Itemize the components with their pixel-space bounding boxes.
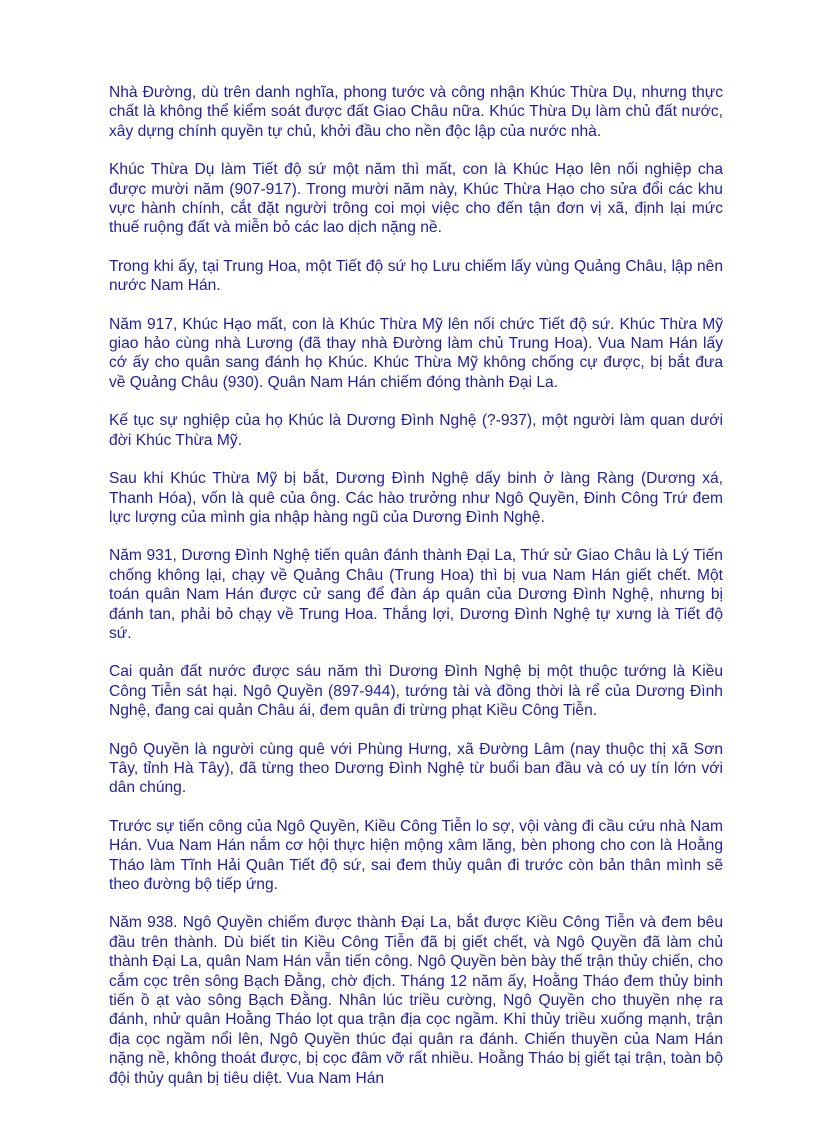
paragraph-8: Cai quản đất nước được sáu năm thì Dương Đình Nghệ bị một thuộc tướng là Kiều Công Tiễn sát hại. Ngô Quyền (897-944), tướng tài và đồng thời là rể của Dương Đình Nghệ, đang cai quản Châu ái, đem quân đi trừng phạt Kiều Công Tiễn.: [109, 663, 723, 720]
paragraph-1: Nhà Đường, dù trên danh nghĩa, phong tước và công nhận Khúc Thừa Dụ, nhưng thực chất là không thể kiểm soát được đất Giao Châu nữa. Khúc Thừa Dụ làm chủ đất nước, xây dựng chính quyền tự chủ, khởi đầu cho nền độc lập của nước nhà.: [109, 84, 723, 140]
paragraph-4: Năm 917, Khúc Hạo mất, con là Khúc Thừa Mỹ lên nối chức Tiết độ sứ. Khúc Thừa Mỹ giao hảo cùng nhà Lương (đã thay nhà Đường làm chủ Trung Hoa). Vua Nam Hán lấy cớ ấy cho quân sang đánh họ Khúc. Khúc Thừa Mỹ không chống cự được, bị bắt đưa về Quảng Châu (930). Quân Nam Hán chiếm đóng thành Đại La.: [109, 315, 723, 391]
paragraph-2: Khúc Thừa Dụ làm Tiết độ sứ một năm thì mất, con là Khúc Hạo lên nối nghiệp cha được mười năm (907-917). Trong mười năm này, Khúc Thừa Hạo cho sửa đổi các khu vực hành chính, cắt đặt người trông coi mọi việc cho đến tận đơn vị xã, định lại mức thuế ruộng đất và miễn bỏ các lao dịch nặng nề.: [109, 161, 723, 237]
document-body: [109, 83, 723, 1107]
paragraph-3: Trong khi ấy, tại Trung Hoa, một Tiết độ sứ họ Lưu chiếm lấy vùng Quảng Châu, lập nên nước Nam Hán.: [109, 257, 723, 295]
paragraph-6: Sau khi Khúc Thừa Mỹ bị bắt, Dương Đình Nghệ dấy binh ở làng Ràng (Dương xá, Thanh Hóa), vốn là quê của ông. Các hào trưởng như Ngô Quyền, Đinh Công Trứ đem lực lượng của mình gia nhập hàng ngũ của Dương Đình Nghệ.: [109, 470, 723, 526]
paragraph-10: Trước sự tiến công của Ngô Quyền, Kiều Công Tiễn lo sợ, vội vàng đi cầu cứu nhà Nam Hán. Vua Nam Hán nắm cơ hội thực hiện mộng xâm lăng, bèn phong cho con là Hoằng Tháo làm Tĩnh Hải Quân Tiết độ sứ, sai đem thủy quân đi trước còn bản thân mình sẽ theo đường bộ tiếp ứng.: [109, 817, 723, 893]
paragraph-9: Ngô Quyền là người cùng quê với Phùng Hưng, xã Đường Lâm (nay thuộc thị xã Sơn Tây, tỉnh Hà Tây), đã từng theo Dương Đình Nghệ từ buổi ban đầu và có uy tín lớn với dân chúng.: [109, 740, 723, 797]
paragraph-7: Năm 931, Dương Đình Nghệ tiến quân đánh thành Đại La, Thứ sử Giao Châu là Lý Tiến chống không lại, chạy về Quảng Châu (Trung Hoa) thì bị vua Nam Hán giết chết. Một toán quân Nam Hán được cử sang để đàn áp quân của Dương Đình Nghệ, nhưng bị đánh tan, phải bỏ chạy về Trung Hoa. Thắng lợi, Dương Đình Nghệ tự xưng là Tiết độ sứ.: [109, 547, 723, 642]
paragraph-5: Kế tục sự nghiệp của họ Khúc là Dương Đình Nghệ (?-937), một người làm quan dưới đời Khúc Thừa Mỹ.: [109, 412, 723, 449]
paragraph-11: Năm 938. Ngô Quyền chiếm được thành Đại La, bắt được Kiều Công Tiễn và đem bêu đầu trên thành. Dù biết tin Kiều Công Tiễn đã bị giết chết, và Ngô Quyền đã làm chủ thành Đại La, quân Nam Hán vẫn tiến công. Ngô Quyền bèn bày thế trận thủy chiến, cho cắm cọc trên sông Bạch Đằng, chờ địch. Tháng 12 năm ấy, Hoằng Tháo đem thủy binh tiến ồ ạt vào sông Bạch Đằng. Nhân lúc triều cường, Ngô Quyền cho thuyền nhẹ ra đánh, nhử quân Hoằng Tháo lọt qua trận địa cọc ngầm. Khi thủy triều xuống mạnh, trận địa cọc ngầm nổi lên, Ngô Quyền thúc đại quân ra đánh. Chiến thuyền của Nam Hán nặng nề, không thoát được, bị cọc đâm vỡ rất nhiều. Hoằng Tháo bị giết tại trận, toàn bộ đội thủy quân bị tiêu diệt. Vua Nam Hán: [109, 914, 723, 1087]
